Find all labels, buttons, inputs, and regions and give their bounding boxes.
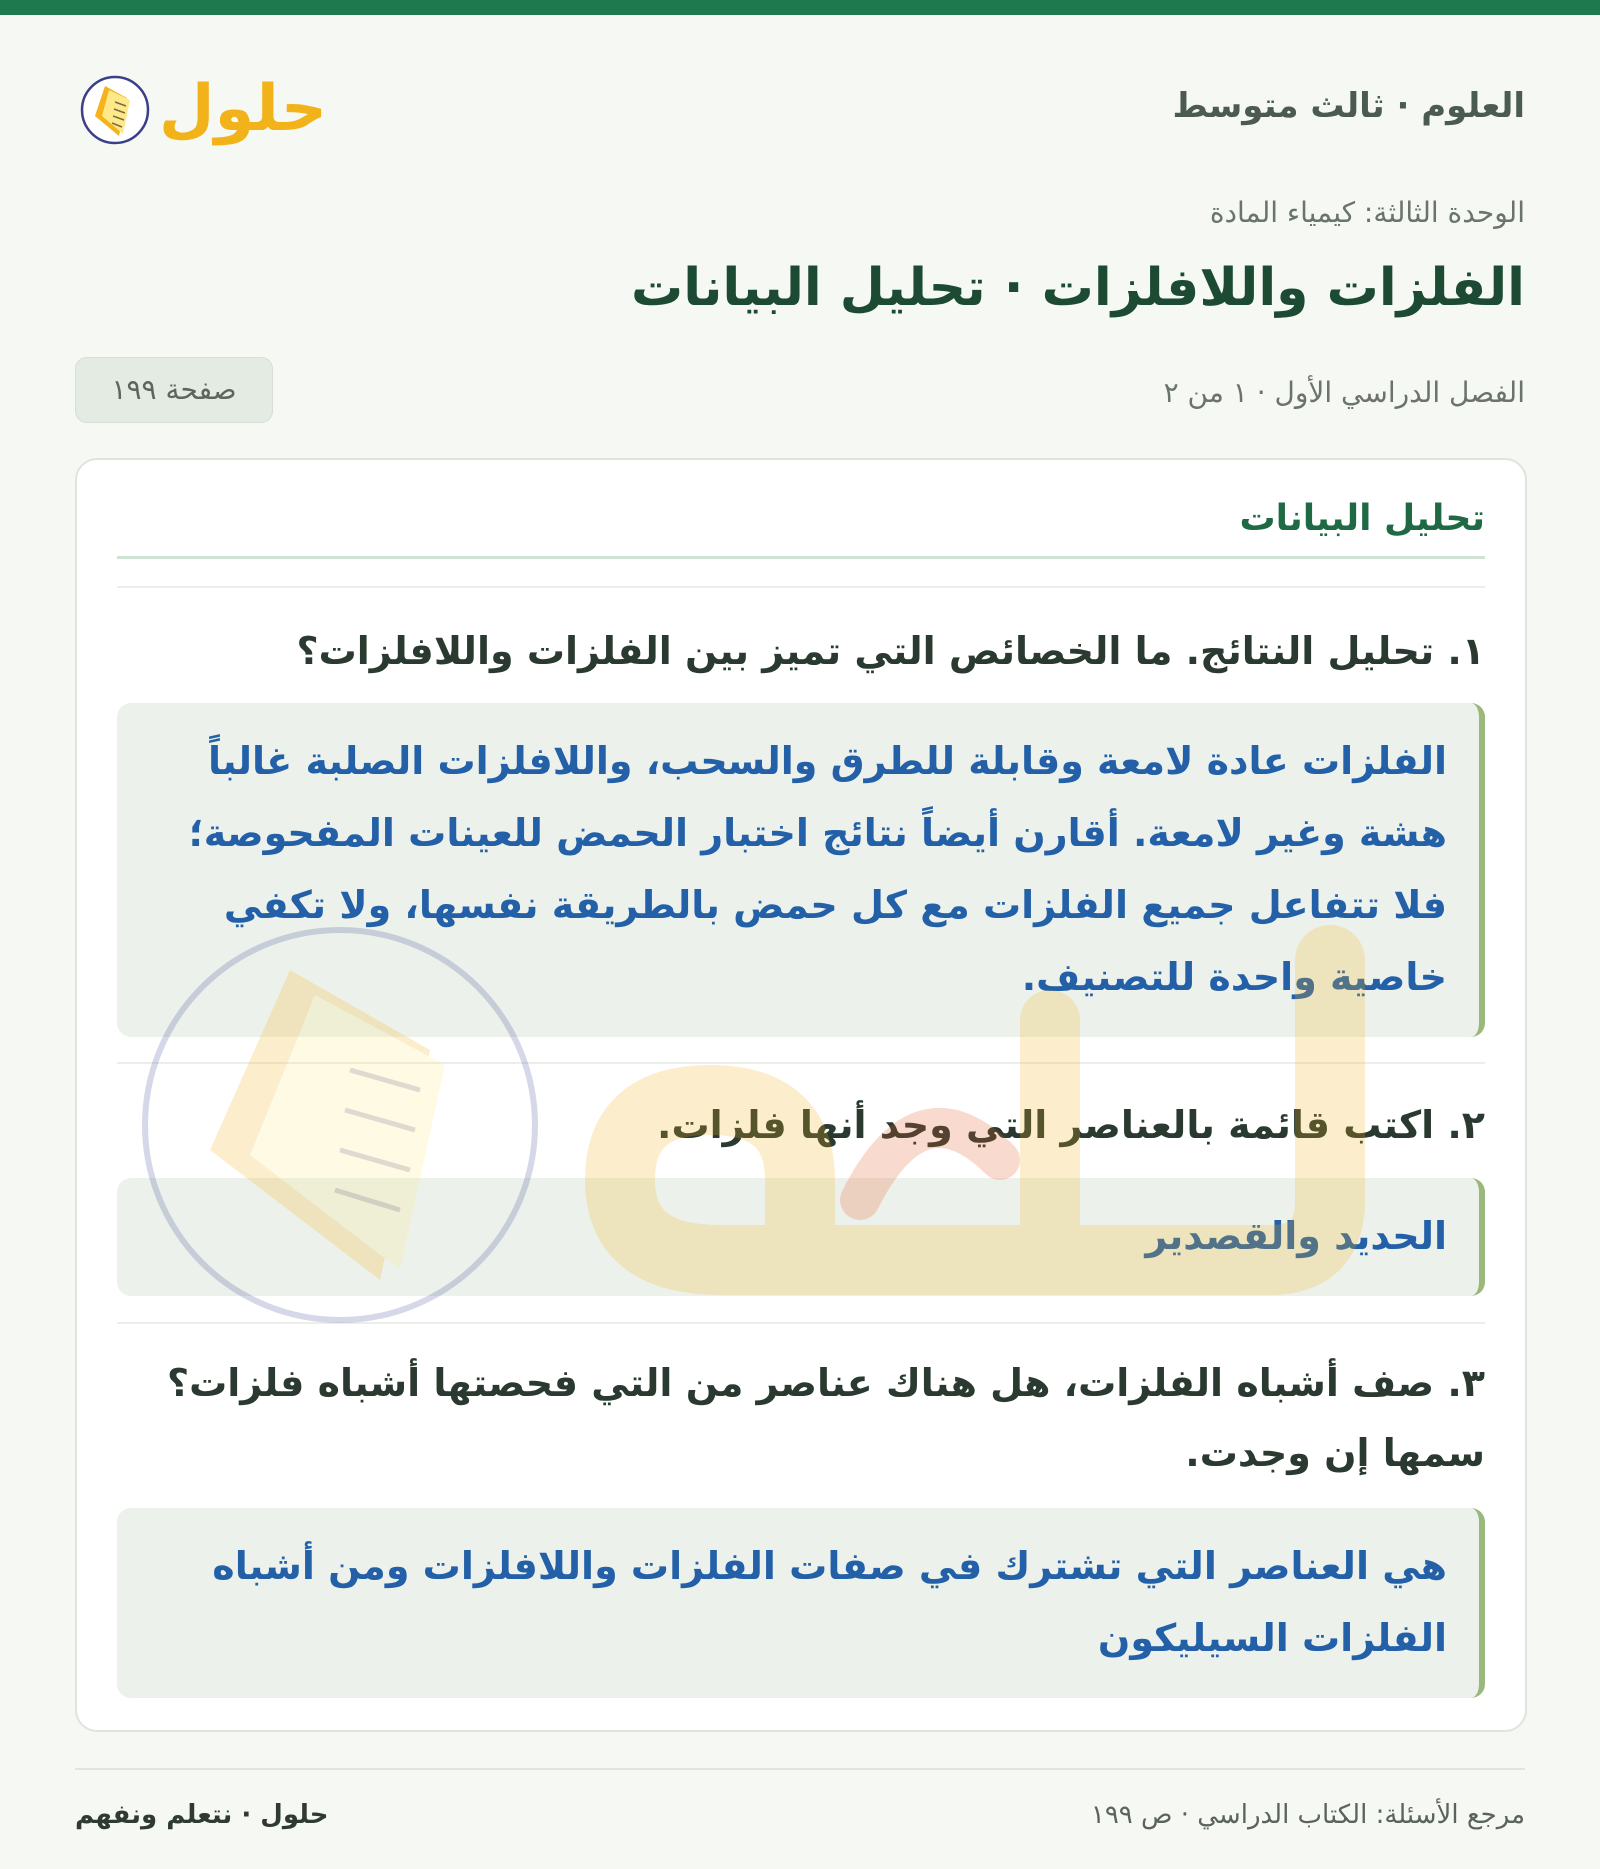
page-title: الفلزات واللافلزات · تحليل البيانات (631, 258, 1525, 318)
footer-reference: مرجع الأسئلة: الكتاب الدراسي · ص ١٩٩ (1090, 1800, 1525, 1830)
answer-1: الفلزات عادة لامعة وقابلة للطرق والسحب، واللافلزات الصلبة غالباً هشة وغير لامعة. أقارن أيضاً نتائج اختبار الحمض للعينات المفحوصة؛ فلا تتفاعل جميع الفلزات مع كل حمض بالطريقة نفسها، ولا تكفي خاصية واحدة للتصنيف. (117, 703, 1485, 1037)
top-accent-bar (0, 0, 1600, 15)
logo-circle-icon (75, 58, 335, 158)
site-logo[interactable] (75, 58, 335, 158)
subject-label: العلوم · ثالث متوسط (1172, 86, 1525, 126)
question-2: ٢. اكتب قائمة بالعناصر التي وجد أنها فلزات. (657, 1103, 1485, 1147)
item-divider (117, 1322, 1485, 1324)
answer-2: الحديد والقصدير (117, 1178, 1485, 1296)
heading-divider (117, 556, 1485, 559)
page-number-badge: صفحة ١٩٩ (75, 357, 273, 423)
semester-label: الفصل الدراسي الأول · ١ من ٢ (1163, 376, 1525, 409)
question-1: ١. تحليل النتائج. ما الخصائص التي تميز بين الفلزات واللافلزات؟ (296, 629, 1485, 673)
content-card (75, 458, 1527, 1732)
footer-divider (75, 1768, 1525, 1770)
question-3: ٣. صف أشباه الفلزات، هل هناك عناصر من التي فحصتها أشباه فلزات؟ سمها إن وجدت. (167, 1361, 1485, 1475)
item-divider (117, 1062, 1485, 1064)
footer-brand[interactable]: حلول · نتعلم ونفهم (75, 1800, 329, 1830)
section-heading: تحليل البيانات (1239, 498, 1485, 539)
logo-text: حلول (159, 72, 327, 146)
header (75, 58, 1525, 158)
unit-label: الوحدة الثالثة: كيمياء المادة (1209, 196, 1525, 229)
answer-3: هي العناصر التي تشترك في صفات الفلزات واللافلزات ومن أشباه الفلزات السيليكون (117, 1508, 1485, 1698)
item-divider (117, 586, 1485, 588)
